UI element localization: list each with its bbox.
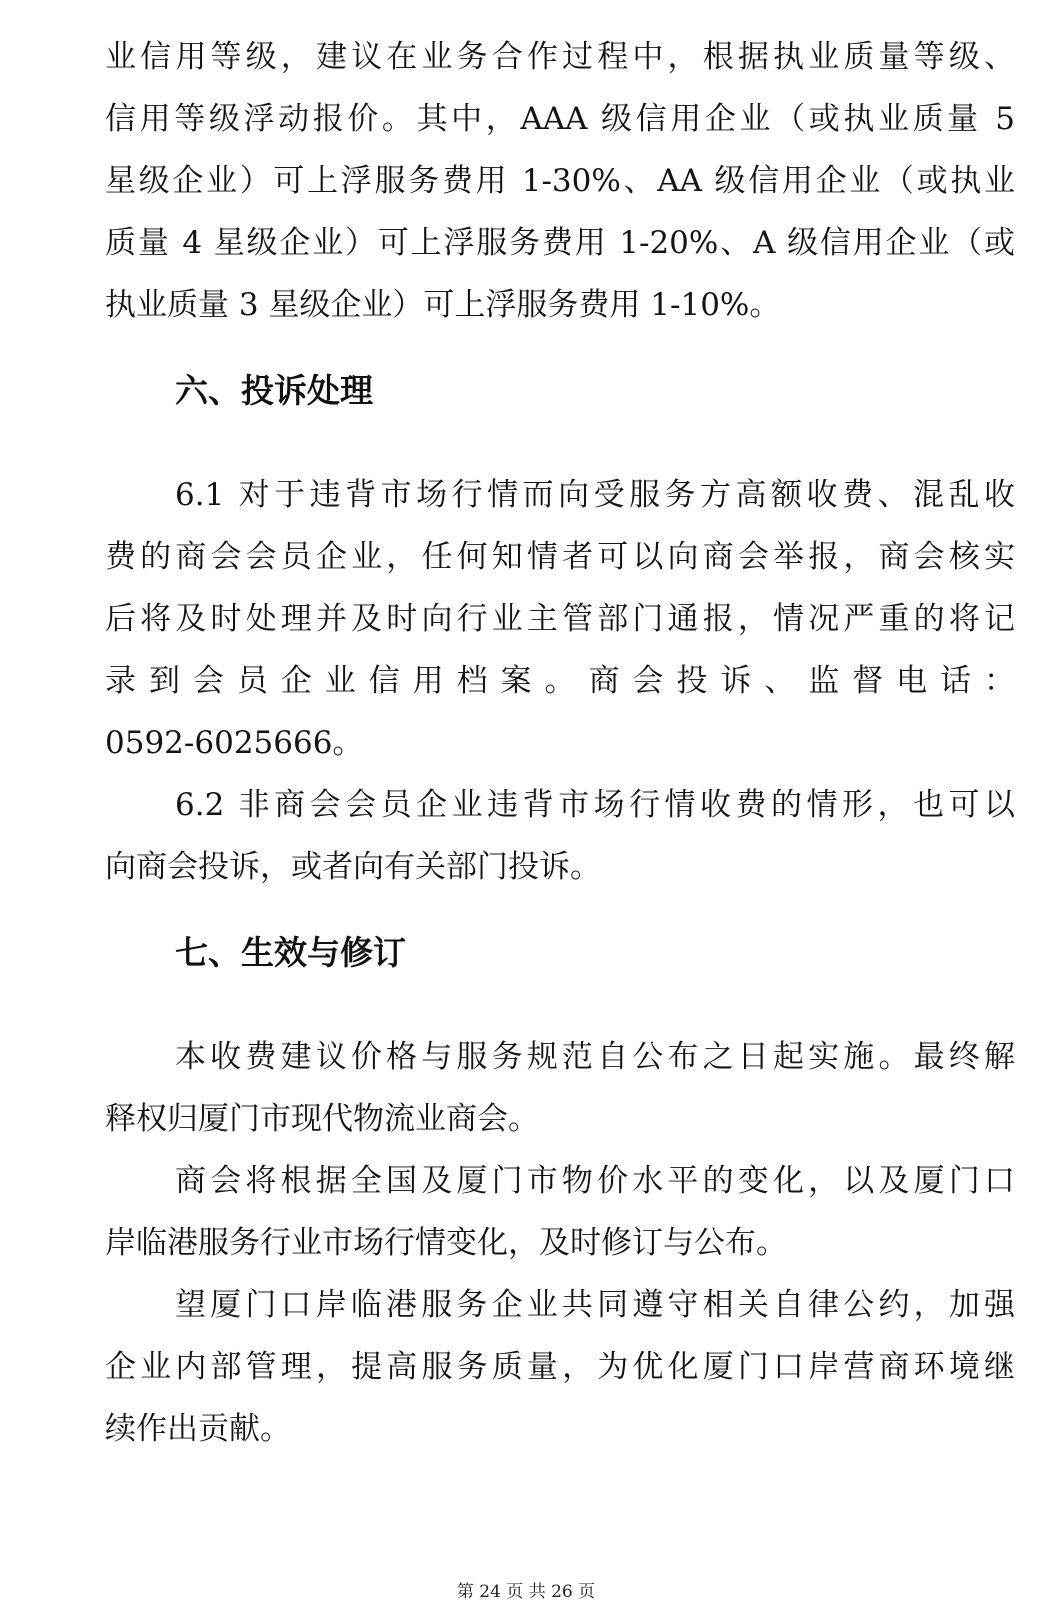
paragraph-line: 商会将根据全国及厦门市物价水平的变化，以及厦门口	[175, 1163, 1015, 1199]
paragraph-line: 向商会投诉，或者向有关部门投诉。	[105, 849, 601, 885]
paragraph-line: 执业质量 3 星级企业）可上浮服务费用 1-10%。	[105, 287, 781, 323]
paragraph-line: 6.2 非商会会员企业违背市场行情收费的情形，也可以	[175, 787, 1015, 823]
paragraph-line: 望厦门口岸临港服务企业共同遵守相关自律公约，加强	[175, 1287, 1015, 1323]
paragraph-line: 星级企业）可上浮服务费用 1-30%、AA 级信用企业（或执业	[105, 163, 1015, 199]
footer-suffix: 页	[578, 1582, 596, 1602]
footer-prefix: 第	[456, 1582, 474, 1602]
paragraph-line: 岸临港服务行业市场行情变化，及时修订与公布。	[105, 1225, 787, 1261]
footer-middle: 页 共	[506, 1582, 546, 1602]
section-heading-complaints: 六、投诉处理	[175, 371, 373, 410]
current-page-number: 24	[479, 1582, 501, 1602]
paragraph-line: 续作出贡献。	[105, 1411, 291, 1447]
paragraph-line: 信用等级浮动报价。其中，AAA 级信用企业（或执业质量 5	[105, 101, 1015, 137]
paragraph-line: 业信用等级，建议在业务合作过程中，根据执业质量等级、	[105, 39, 1015, 75]
paragraph-line: 后将及时处理并及时向行业主管部门通报，情况严重的将记	[105, 601, 1015, 637]
paragraph-line: 企业内部管理，提高服务质量，为优化厦门口岸营商环境继	[105, 1349, 1015, 1385]
section-heading-effective: 七、生效与修订	[175, 933, 406, 972]
page-footer	[0, 1580, 1052, 1604]
paragraph-line: 质量 4 星级企业）可上浮服务费用 1-20%、A 级信用企业（或	[105, 225, 1015, 261]
paragraph-line: 录到会员企业信用档案。商会投诉、监督电话：	[105, 663, 1015, 699]
paragraph-line: 6.1 对于违背市场行情而向受服务方高额收费、混乱收	[175, 477, 1015, 513]
paragraph-line: 本收费建议价格与服务规范自公布之日起实施。最终解	[175, 1039, 1015, 1075]
total-page-number: 26	[551, 1582, 573, 1602]
paragraph-line: 费的商会会员企业，任何知情者可以向商会举报，商会核实	[105, 539, 1015, 575]
paragraph-line: 释权归厦门市现代物流业商会。	[105, 1101, 539, 1137]
phone-number-line: 0592-6025666。	[105, 725, 364, 761]
